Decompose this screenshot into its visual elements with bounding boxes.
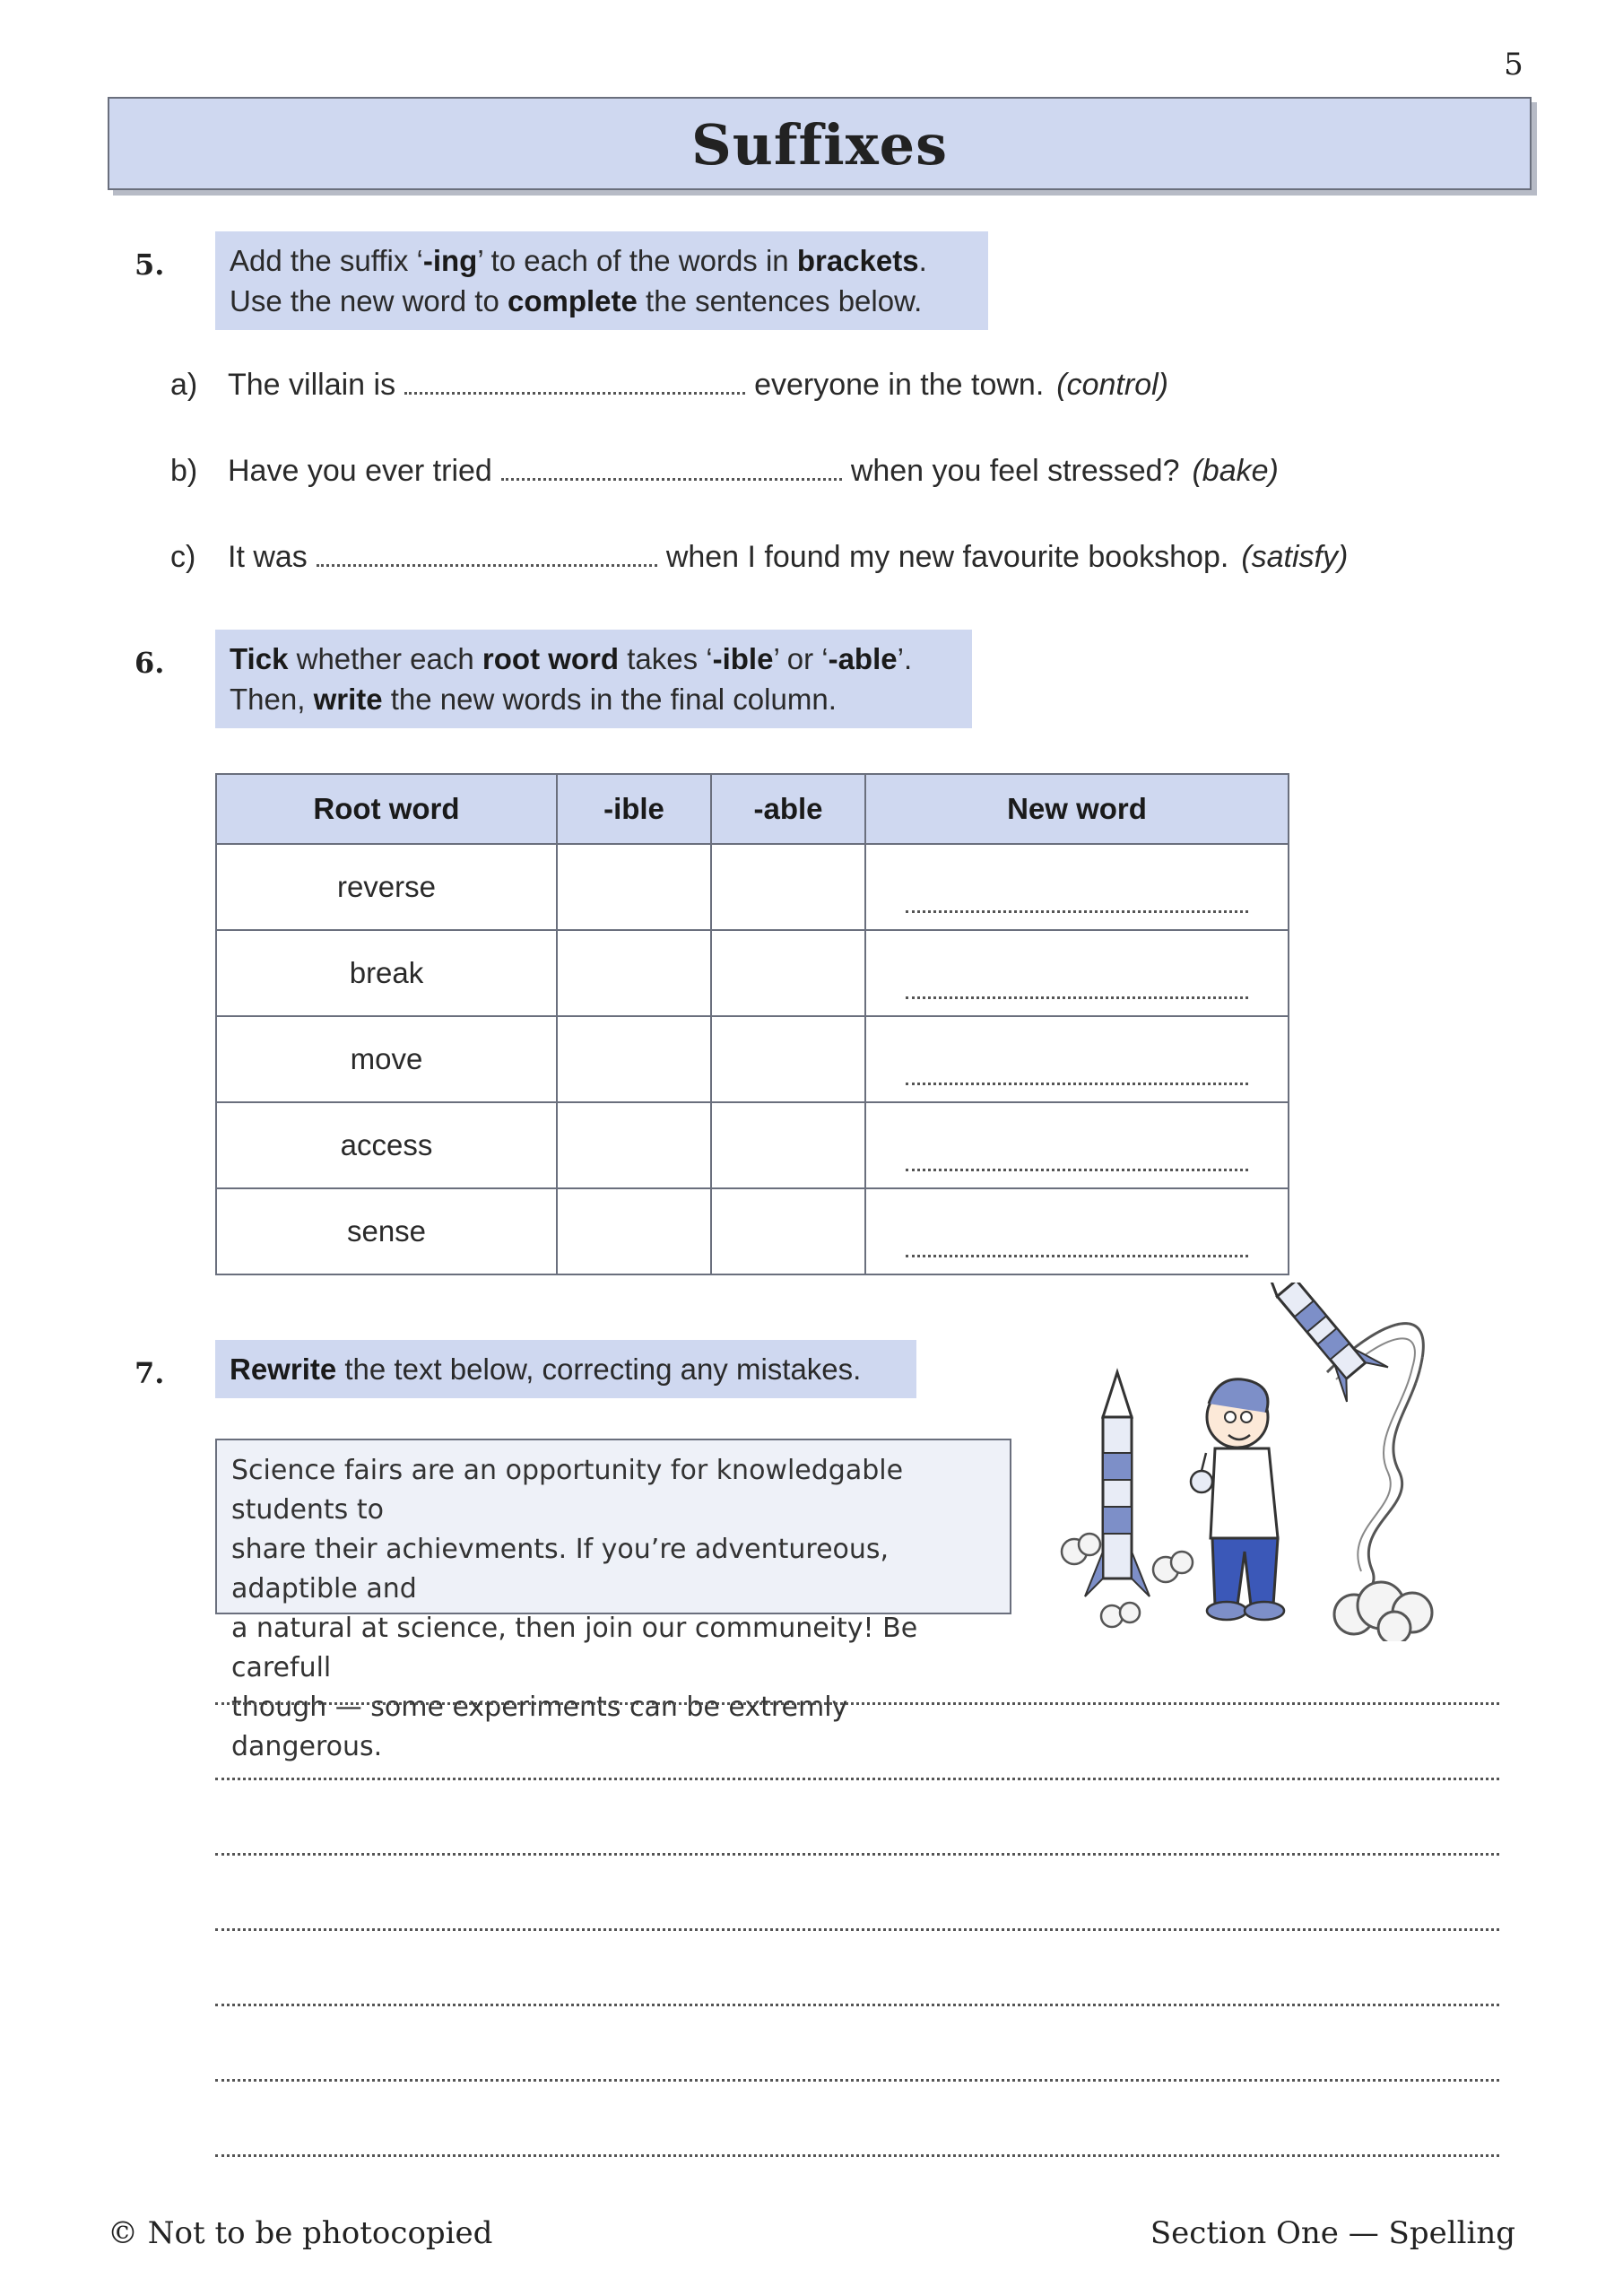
root-word-cell: move — [216, 1016, 557, 1102]
question-7-instruction: Rewrite the text below, correcting any mistakes. — [215, 1340, 916, 1398]
page-title: Suffixes — [690, 112, 949, 178]
question-6-instruction-line-1: Tick whether each root word takes ‘-ible’ or ‘-able’. — [230, 642, 913, 675]
error-text-box — [215, 1439, 1011, 1762]
table-row — [216, 844, 1289, 930]
root-word-cell: sense — [216, 1188, 557, 1274]
new-word-cell[interactable] — [865, 930, 1289, 1016]
error-text-line: share their achievments. If you’re adventureous, adaptible and — [231, 1534, 890, 1605]
question-5-number: 5. — [135, 248, 165, 282]
root-word-cell: access — [216, 1102, 557, 1188]
header-ible: -ible — [557, 774, 711, 844]
header-root-word: Root word — [216, 774, 557, 844]
answer-writing-line[interactable] — [215, 2004, 1499, 2006]
answer-blank-b[interactable] — [501, 457, 842, 481]
question-5-item-b: b) Have you ever tried when you feel stressed? (bake) — [170, 454, 1279, 488]
question-5-instruction — [215, 231, 988, 330]
question-5-item-c: c) It was when I found my new favourite bookshop. (satisfy) — [170, 540, 1349, 574]
question-6-instruction — [215, 630, 972, 728]
new-word-cell[interactable] — [865, 1188, 1289, 1274]
new-word-blank[interactable] — [906, 890, 1248, 913]
table-row — [216, 930, 1289, 1016]
answer-writing-line[interactable] — [215, 1853, 1499, 1856]
ible-tick-cell[interactable] — [557, 1102, 711, 1188]
new-word-blank[interactable] — [906, 1062, 1248, 1085]
table-header-row — [216, 774, 1289, 844]
root-word-cell: break — [216, 930, 557, 1016]
footer-section: Section One — Spelling — [1150, 2215, 1515, 2251]
error-text-line: Science fairs are an opportunity for knowledgable students to — [231, 1455, 904, 1526]
header-new-word: New word — [865, 774, 1289, 844]
question-6-number: 6. — [135, 646, 165, 680]
question-5-item-a: a) The villain is everyone in the town. (control) — [170, 368, 1168, 402]
footer-copyright: © Not to be photocopied — [108, 2215, 493, 2251]
ible-tick-cell[interactable] — [557, 930, 711, 1016]
suffix-table — [215, 773, 1289, 1275]
able-tick-cell[interactable] — [711, 1188, 865, 1274]
answer-writing-line[interactable] — [215, 1778, 1499, 1780]
new-word-cell[interactable] — [865, 1016, 1289, 1102]
ible-tick-cell[interactable] — [557, 1188, 711, 1274]
table-row — [216, 1188, 1289, 1274]
table-row — [216, 1102, 1289, 1188]
question-5-instruction-line-2: Use the new word to complete the sentences below. — [230, 284, 923, 317]
new-word-blank[interactable] — [906, 976, 1248, 999]
error-text-line: though — some experiments can be extremly dangerous. — [231, 1692, 848, 1762]
new-word-cell[interactable] — [865, 1102, 1289, 1188]
scientist-rocket-illustration — [1058, 1283, 1506, 1641]
question-6-instruction-line-2: Then, write the new words in the final column. — [230, 683, 837, 716]
new-word-blank[interactable] — [906, 1148, 1248, 1171]
answer-writing-line[interactable] — [215, 1702, 1499, 1705]
answer-blank-c[interactable] — [317, 544, 657, 567]
ible-tick-cell[interactable] — [557, 844, 711, 930]
new-word-blank[interactable] — [906, 1234, 1248, 1257]
answer-writing-line[interactable] — [215, 2154, 1499, 2157]
answer-writing-line[interactable] — [215, 1928, 1499, 1931]
able-tick-cell[interactable] — [711, 1016, 865, 1102]
ible-tick-cell[interactable] — [557, 1016, 711, 1102]
table-row — [216, 1016, 1289, 1102]
question-7-number: 7. — [135, 1356, 165, 1390]
new-word-cell[interactable] — [865, 844, 1289, 930]
root-word-cell: reverse — [216, 844, 557, 930]
page-number: 5 — [1504, 47, 1523, 83]
question-5-instruction-line-1: Add the suffix ‘-ing’ to each of the words in brackets. — [230, 244, 927, 277]
able-tick-cell[interactable] — [711, 1102, 865, 1188]
able-tick-cell[interactable] — [711, 844, 865, 930]
answer-blank-a[interactable] — [404, 371, 745, 395]
error-text-line: a natural at science, then join our communeity! Be carefull — [231, 1613, 918, 1683]
header-able: -able — [711, 774, 865, 844]
able-tick-cell[interactable] — [711, 930, 865, 1016]
title-bar — [108, 97, 1532, 190]
answer-writing-line[interactable] — [215, 2079, 1499, 2082]
